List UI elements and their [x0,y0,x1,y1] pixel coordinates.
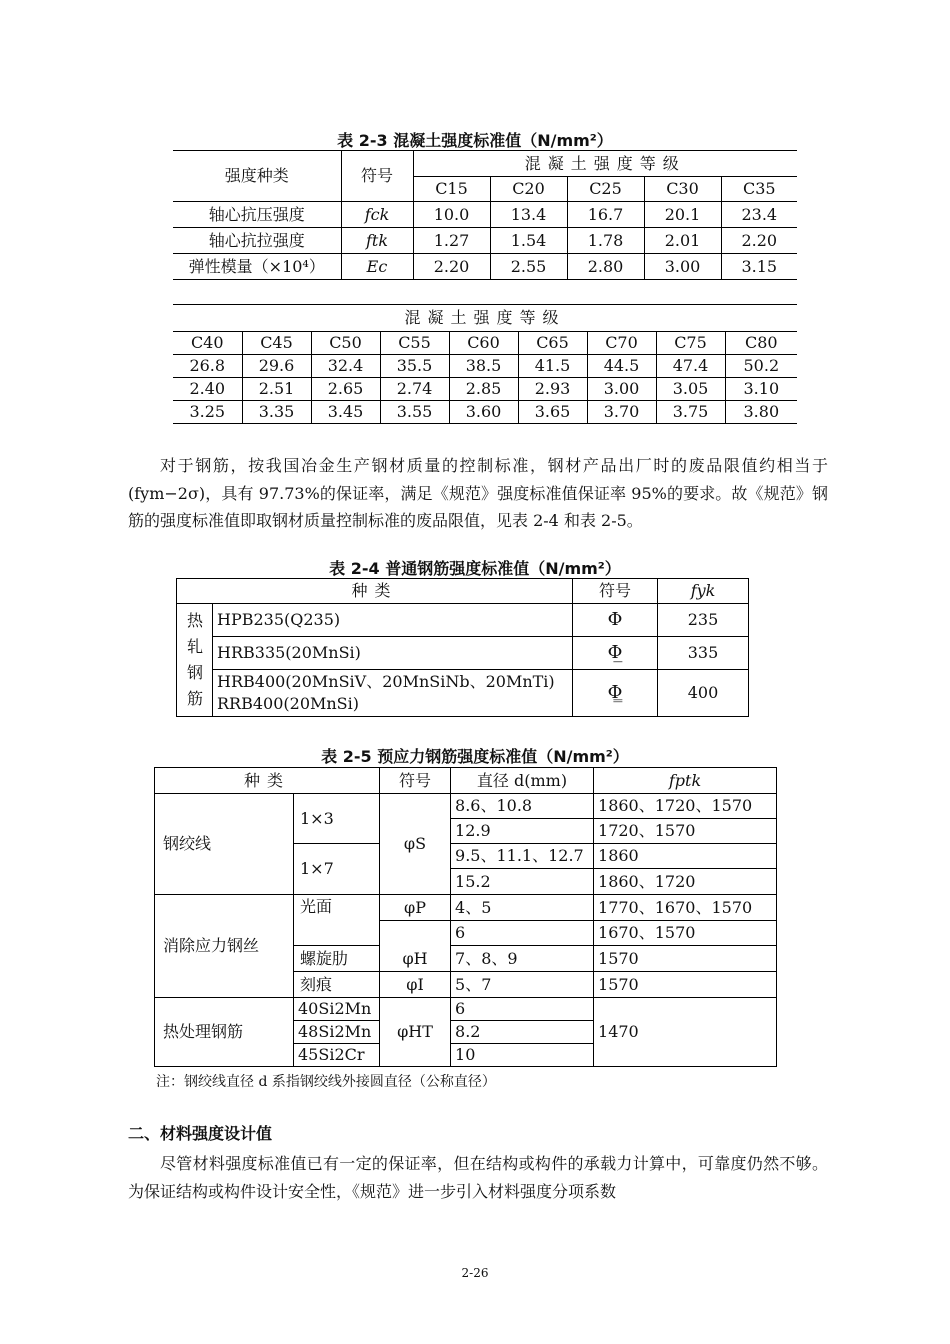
grade-cell: C20 [490,177,567,202]
value-cell: 2.01 [644,228,721,254]
header-fyk: fyk [658,579,749,604]
table-2-4-caption: 表 2-4 普通钢筋强度标准值（N/mm²） [329,559,621,578]
header-symbol: 符号 [573,579,658,604]
diameter-cell: 6 [451,998,594,1021]
grade-cell: C55 [380,332,449,355]
value-cell: 3.80 [725,401,797,424]
rebar-value: 235 [658,604,749,637]
prestressed-steel-strength-table [154,767,777,1067]
value-cell: 2.55 [490,254,567,280]
value-cell: 2.40 [173,378,242,401]
value-cell: 1570 [594,972,777,998]
grade-cell: C30 [644,177,721,202]
heat-grade: 45Si2Cr [294,1044,380,1067]
header-kind: 种类 [177,579,573,604]
value-cell: 1570 [594,946,777,972]
value-cell: 26.8 [173,355,242,378]
diameter-cell: 12.9 [451,819,594,844]
header-grade: 混凝土强度等级 [413,151,797,177]
value-cell: 3.05 [656,378,725,401]
grade-cell: C75 [656,332,725,355]
header-diameter: 直径 d(mm) [451,768,594,794]
grade-cell: C80 [725,332,797,355]
value-cell: 29.6 [242,355,311,378]
row-symbol: ftk [341,228,413,254]
value-cell: 1720、1570 [594,819,777,844]
concrete-strength-table-continued [173,304,797,424]
grade-cell: C65 [518,332,587,355]
diameter-cell: 6 [451,921,594,946]
wire-symbol: φP [380,895,451,921]
grade-cell: C15 [413,177,490,202]
group-wire: 消除应力钢丝 [155,895,294,998]
value-cell: 3.65 [518,401,587,424]
diameter-cell: 7、8、9 [451,946,594,972]
ordinary-rebar-strength-table [176,578,749,717]
value-cell: 47.4 [656,355,725,378]
value-cell: 2.51 [242,378,311,401]
value-cell: 3.70 [587,401,656,424]
value-cell: 1.27 [413,228,490,254]
value-cell: 3.60 [449,401,518,424]
grade-cell: C50 [311,332,380,355]
body-paragraph-design: 尽管材料强度标准值已有一定的保证率，但在结构或构件的承载力计算中，可靠度仍然不够。为保证结构或构件设计安全性，《规范》进一步引入材料强度分项系数 [128,1154,828,1201]
header-fptk: fptk [594,768,777,794]
concrete-strength-table [173,150,797,280]
value-cell: 3.00 [644,254,721,280]
wire-symbol: φH [380,921,451,972]
rebar-value: 335 [658,637,749,670]
grade-cell: C60 [449,332,518,355]
value-cell: 2.85 [449,378,518,401]
value-cell: 35.5 [380,355,449,378]
page-number: 2-26 [461,1266,489,1280]
header-symbol: 符号 [380,768,451,794]
wire-type-spiral: 螺旋肋 [294,946,380,972]
value-cell: 3.45 [311,401,380,424]
table-2-3-caption: 表 2-3 混凝土强度标准值（N/mm²） [337,131,613,150]
rebar-symbol-icon: Φ̲ [573,637,658,670]
header-strength-type: 强度种类 [173,151,341,202]
diameter-cell: 8.6、10.8 [451,794,594,819]
value-cell: 3.15 [721,254,797,280]
value-cell: 20.1 [644,202,721,228]
value-cell: 10.0 [413,202,490,228]
row-symbol: Ec [341,254,413,280]
value-cell: 3.10 [725,378,797,401]
header-symbol: 符号 [341,151,413,202]
rebar-name [213,670,573,717]
value-cell: 2.93 [518,378,587,401]
rebar-symbol-icon: Φ [573,604,658,637]
diameter-cell: 4、5 [451,895,594,921]
value-cell: 1670、1570 [594,921,777,946]
strand-symbol: φS [380,794,451,895]
value-cell: 1.78 [567,228,644,254]
value-cell: 1860、1720 [594,869,777,895]
table-2-5-caption: 表 2-5 预应力钢筋强度标准值（N/mm²） [321,747,629,766]
strand-type: 1×3 [294,794,380,844]
table-note: 注：钢绞线直径 d 系指钢绞线外接圆直径（公称直径） [156,1074,496,1090]
value-cell: 3.00 [587,378,656,401]
heat-grade: 48Si2Mn [294,1021,380,1044]
section-heading: 二、材料强度设计值 [128,1124,273,1143]
diameter-cell: 5、7 [451,972,594,998]
value-cell: 3.25 [173,401,242,424]
value-cell: 1470 [594,998,777,1067]
header-grade: 混凝土强度等级 [173,305,797,332]
value-cell: 13.4 [490,202,567,228]
header-kind: 种类 [155,768,380,794]
value-cell: 50.2 [725,355,797,378]
rebar-name: HRB335(20MnSi) [213,637,573,670]
value-cell: 2.20 [413,254,490,280]
grade-cell: C35 [721,177,797,202]
heat-symbol: φHT [380,998,451,1067]
value-cell: 16.7 [567,202,644,228]
strand-type: 1×7 [294,844,380,895]
rebar-name-line2: RRB400(20MnSi) [217,694,359,713]
heat-grade: 40Si2Mn [294,998,380,1021]
diameter-cell: 9.5、11.1、12.7 [451,844,594,869]
row-name: 轴心抗压强度 [173,202,341,228]
rebar-symbol-icon: Φ̳ [573,670,658,717]
value-cell: 3.75 [656,401,725,424]
value-cell: 38.5 [449,355,518,378]
value-cell: 1.54 [490,228,567,254]
value-cell: 2.80 [567,254,644,280]
wire-type-smooth: 光面 [300,897,333,916]
value-cell: 1860、1720、1570 [594,794,777,819]
wire-symbol: φI [380,972,451,998]
value-cell: 2.74 [380,378,449,401]
value-cell: 3.55 [380,401,449,424]
value-cell: 41.5 [518,355,587,378]
wire-type-indent: 刻痕 [294,972,380,998]
value-cell: 2.20 [721,228,797,254]
grade-cell: C70 [587,332,656,355]
row-name: 弹性模量（×10⁴） [173,254,341,280]
row-name: 轴心抗拉强度 [173,228,341,254]
value-cell: 44.5 [587,355,656,378]
value-cell: 1770、1670、1570 [594,895,777,921]
rebar-value: 400 [658,670,749,717]
value-cell: 1860 [594,844,777,869]
grade-cell: C45 [242,332,311,355]
rebar-name: HPB235(Q235) [213,604,573,637]
value-cell: 32.4 [311,355,380,378]
value-cell: 23.4 [721,202,797,228]
diameter-cell: 8.2 [451,1021,594,1044]
group-hot-rolled: 热轧钢筋 [177,604,213,717]
group-heat-treated: 热处理钢筋 [155,998,294,1067]
row-symbol: fck [341,202,413,228]
body-paragraph-steel: 对于钢筋，按我国冶金生产钢材质量的控制标准，钢材产品出厂时的废品限值约相当于(fym−2σ)，具有 97.73%的保证率，满足《规范》强度标准值保证率 95%的要求。故《规范》钢筋的强度标准值即取钢材质量控制标准的废品限值，见表 2-4 和表 2-5。 [128,456,828,530]
diameter-cell: 15.2 [451,869,594,895]
value-cell: 2.65 [311,378,380,401]
grade-cell: C25 [567,177,644,202]
diameter-cell: 10 [451,1044,594,1067]
wire-type [294,895,380,946]
grade-cell: C40 [173,332,242,355]
value-cell: 3.35 [242,401,311,424]
group-strand: 钢绞线 [155,794,294,895]
rebar-name-line1: HRB400(20MnSiV、20MnSiNb、20MnTi) [217,672,555,691]
